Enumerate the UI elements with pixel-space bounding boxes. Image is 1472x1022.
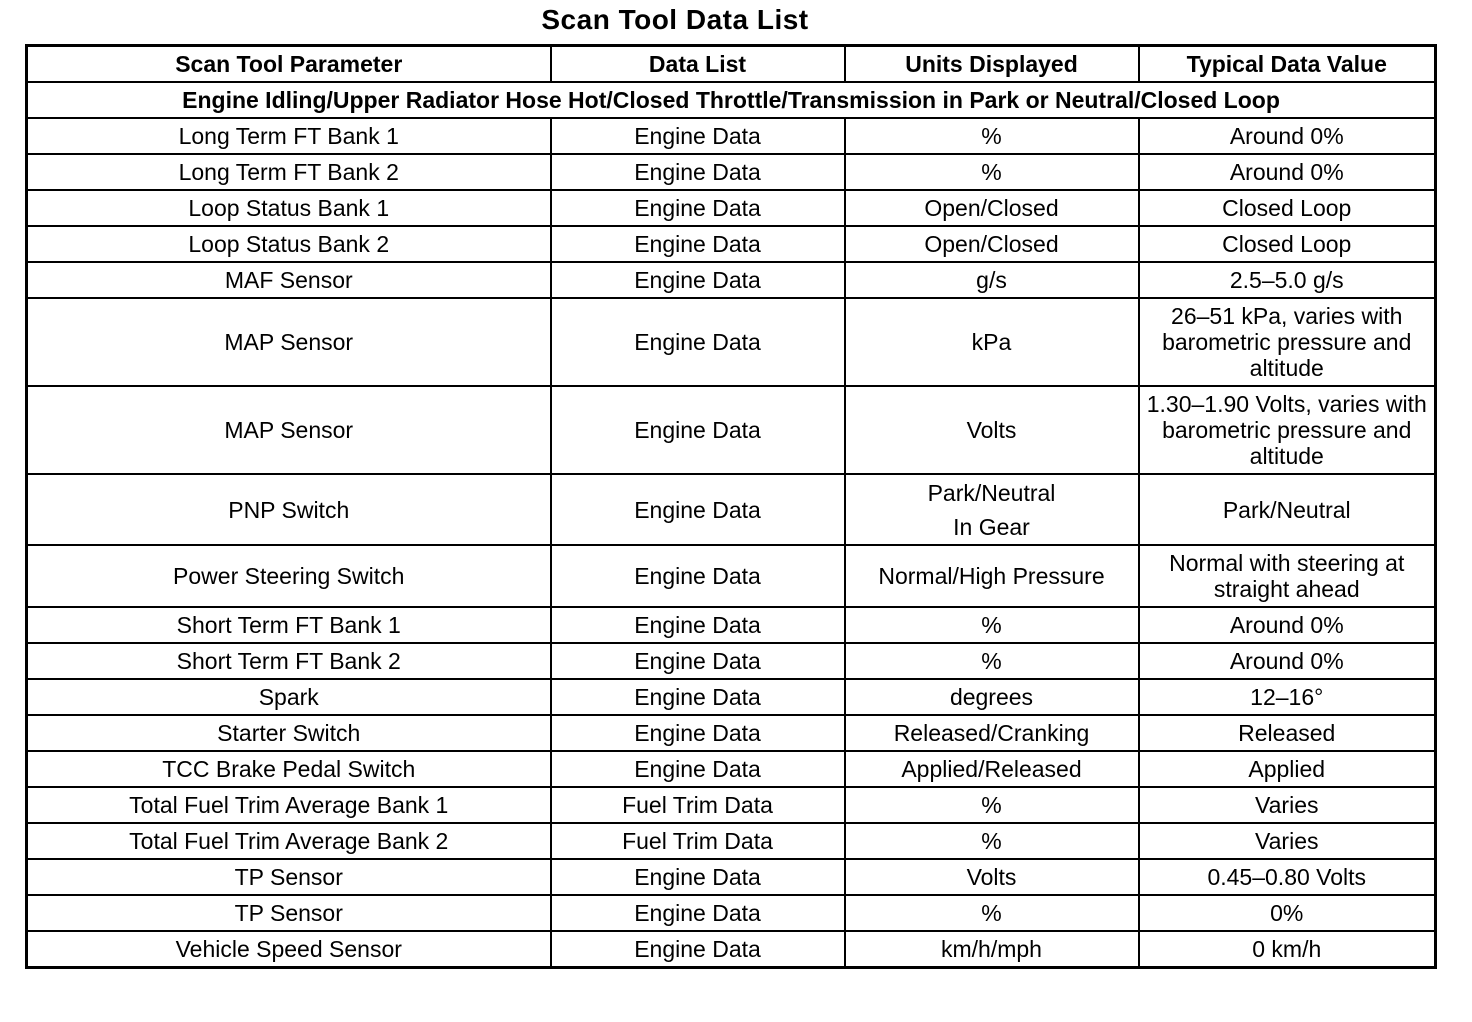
- table-row: [27, 262, 1436, 298]
- cell-typical: 12–16°: [1139, 679, 1436, 715]
- cell-parameter: Power Steering Switch: [27, 545, 551, 607]
- cell-units: degrees: [845, 679, 1139, 715]
- cell-typical: 0.45–0.80 Volts: [1139, 859, 1436, 895]
- cell-typical: Applied: [1139, 751, 1436, 787]
- cell-parameter: MAP Sensor: [27, 298, 551, 386]
- cell-units: %: [845, 118, 1139, 154]
- header-units: Units Displayed: [845, 46, 1139, 83]
- cell-units: %: [845, 895, 1139, 931]
- units-line-1: Park/Neutral: [927, 479, 1056, 506]
- cell-parameter: PNP Switch: [27, 474, 551, 545]
- cell-data-list: Engine Data: [551, 118, 845, 154]
- cell-typical: Closed Loop: [1139, 190, 1436, 226]
- cell-typical: 26–51 kPa, varies with barometric pressure and altitude: [1139, 298, 1436, 386]
- scan-tool-data-table: [25, 44, 1437, 969]
- cell-units: Open/Closed: [845, 190, 1139, 226]
- cell-units: %: [845, 154, 1139, 190]
- table-row: [27, 679, 1436, 715]
- table-row: [27, 715, 1436, 751]
- cell-parameter: Spark: [27, 679, 551, 715]
- page-title: Scan Tool Data List: [541, 4, 809, 35]
- table-row: [27, 190, 1436, 226]
- header-parameter: Scan Tool Parameter: [27, 46, 551, 83]
- condition-cell: Engine Idling/Upper Radiator Hose Hot/Closed Throttle/Transmission in Park or Neutral/Closed Loop: [27, 82, 1436, 118]
- cell-data-list: Engine Data: [551, 643, 845, 679]
- cell-units: g/s: [845, 262, 1139, 298]
- cell-typical: Varies: [1139, 823, 1436, 859]
- cell-units: %: [845, 643, 1139, 679]
- table-row: [27, 298, 1436, 386]
- table-row: [27, 226, 1436, 262]
- cell-parameter: TP Sensor: [27, 895, 551, 931]
- cell-units: km/h/mph: [845, 931, 1139, 968]
- cell-parameter: TP Sensor: [27, 859, 551, 895]
- cell-data-list: Engine Data: [551, 298, 845, 386]
- table-row: [27, 386, 1436, 474]
- cell-parameter: Short Term FT Bank 2: [27, 643, 551, 679]
- cell-data-list: Fuel Trim Data: [551, 823, 845, 859]
- cell-units: %: [845, 787, 1139, 823]
- cell-data-list: Engine Data: [551, 154, 845, 190]
- table-row: [27, 931, 1436, 968]
- cell-units: Volts: [845, 386, 1139, 474]
- cell-parameter: Long Term FT Bank 1: [27, 118, 551, 154]
- header-data-list: Data List: [551, 46, 845, 83]
- cell-data-list: Fuel Trim Data: [551, 787, 845, 823]
- cell-typical: Closed Loop: [1139, 226, 1436, 262]
- cell-typical: Around 0%: [1139, 154, 1436, 190]
- header-typical: Typical Data Value: [1139, 46, 1436, 83]
- cell-typical: Around 0%: [1139, 643, 1436, 679]
- cell-units: Released/Cranking: [845, 715, 1139, 751]
- cell-units: Open/Closed: [845, 226, 1139, 262]
- cell-parameter: Starter Switch: [27, 715, 551, 751]
- cell-parameter: Short Term FT Bank 1: [27, 607, 551, 643]
- cell-data-list: Engine Data: [551, 895, 845, 931]
- cell-typical: Park/Neutral: [1139, 474, 1436, 545]
- cell-typical: Released: [1139, 715, 1436, 751]
- cell-data-list: Engine Data: [551, 474, 845, 545]
- cell-parameter: Loop Status Bank 1: [27, 190, 551, 226]
- table-row: [27, 545, 1436, 607]
- cell-typical: 0%: [1139, 895, 1436, 931]
- cell-units: Applied/Released: [845, 751, 1139, 787]
- table-row: [27, 643, 1436, 679]
- table-row: [27, 118, 1436, 154]
- cell-units: [845, 474, 1139, 545]
- cell-data-list: Engine Data: [551, 226, 845, 262]
- cell-units: Volts: [845, 859, 1139, 895]
- cell-data-list: Engine Data: [551, 715, 845, 751]
- cell-typical: Around 0%: [1139, 118, 1436, 154]
- table-row: [27, 787, 1436, 823]
- table-row: [27, 154, 1436, 190]
- cell-data-list: Engine Data: [551, 545, 845, 607]
- cell-data-list: Engine Data: [551, 751, 845, 787]
- table-row: [27, 751, 1436, 787]
- table-header-row: [27, 46, 1436, 83]
- cell-data-list: Engine Data: [551, 679, 845, 715]
- table-row: [27, 823, 1436, 859]
- table-row: [27, 859, 1436, 895]
- cell-parameter: Vehicle Speed Sensor: [27, 931, 551, 968]
- cell-data-list: Engine Data: [551, 859, 845, 895]
- cell-typical: 2.5–5.0 g/s: [1139, 262, 1436, 298]
- table-row: [27, 895, 1436, 931]
- cell-typical: Varies: [1139, 787, 1436, 823]
- units-line-2: In Gear: [953, 513, 1030, 540]
- cell-units: %: [845, 607, 1139, 643]
- cell-parameter: TCC Brake Pedal Switch: [27, 751, 551, 787]
- cell-data-list: Engine Data: [551, 386, 845, 474]
- cell-typical: 1.30–1.90 Volts, varies with barometric pressure and altitude: [1139, 386, 1436, 474]
- cell-parameter: MAP Sensor: [27, 386, 551, 474]
- cell-data-list: Engine Data: [551, 607, 845, 643]
- cell-parameter: Loop Status Bank 2: [27, 226, 551, 262]
- cell-typical: Normal with steering at straight ahead: [1139, 545, 1436, 607]
- cell-units: %: [845, 823, 1139, 859]
- condition-row: [27, 82, 1436, 118]
- table-row: [27, 474, 1436, 545]
- cell-parameter: Total Fuel Trim Average Bank 1: [27, 787, 551, 823]
- cell-data-list: Engine Data: [551, 262, 845, 298]
- cell-typical: Around 0%: [1139, 607, 1436, 643]
- cell-units: kPa: [845, 298, 1139, 386]
- table-row: [27, 607, 1436, 643]
- cell-data-list: Engine Data: [551, 190, 845, 226]
- cell-typical: 0 km/h: [1139, 931, 1436, 968]
- cell-parameter: Total Fuel Trim Average Bank 2: [27, 823, 551, 859]
- cell-data-list: Engine Data: [551, 931, 845, 968]
- cell-parameter: MAF Sensor: [27, 262, 551, 298]
- cell-units: Normal/High Pressure: [845, 545, 1139, 607]
- cell-parameter: Long Term FT Bank 2: [27, 154, 551, 190]
